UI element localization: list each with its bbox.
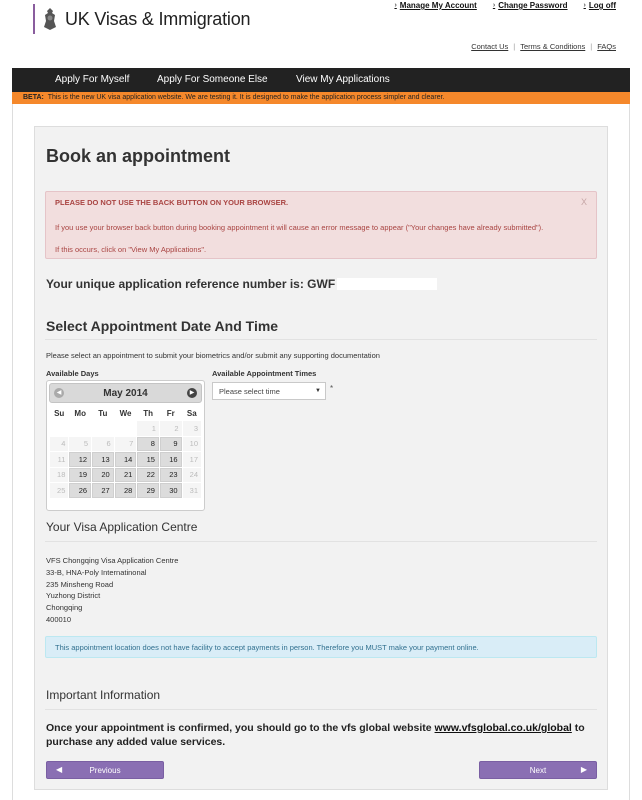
account-links xyxy=(378,1,616,10)
help-links xyxy=(471,42,616,51)
brand-name: UK Visas & Immigration xyxy=(65,8,251,29)
calendar-day-unavailable: 1 xyxy=(137,421,159,436)
contact-us-link[interactable]: Contact Us xyxy=(471,42,509,51)
change-password-link[interactable] xyxy=(493,1,568,10)
calendar-day-available[interactable]: 22 xyxy=(137,468,159,483)
weekday-header: We xyxy=(119,408,132,418)
calendar-day-available[interactable]: 28 xyxy=(115,483,137,498)
arrow-right-icon: › xyxy=(583,2,586,9)
reference-redacted xyxy=(337,278,437,290)
beta-banner xyxy=(12,92,630,104)
calendar-day-unavailable: 3 xyxy=(183,421,201,436)
calendar-day-available[interactable]: 19 xyxy=(69,468,91,483)
reference-label: Your unique application reference number is: GWF xyxy=(46,277,336,291)
important-text xyxy=(46,721,606,749)
calendar-day-available[interactable]: 23 xyxy=(160,468,182,483)
important-section-title: Important Information xyxy=(46,688,161,702)
log-off-link[interactable] xyxy=(584,1,616,10)
calendar-week xyxy=(50,483,201,498)
calendar-empty-cell xyxy=(50,421,68,436)
link-separator: | xyxy=(513,42,516,51)
logo-divider xyxy=(33,4,35,34)
required-marker: * xyxy=(330,384,334,393)
weekday-row xyxy=(50,406,201,420)
address-line: VFS Chongqing Visa Application Centre xyxy=(46,556,179,565)
weekday-header: Tu xyxy=(98,408,108,418)
calendar-day-unavailable: 11 xyxy=(50,452,68,467)
chevron-left-icon: ◀ xyxy=(56,765,63,774)
change-password-label: Change Password xyxy=(498,1,568,10)
calendar-empty-cell xyxy=(69,421,91,436)
calendar-day-available[interactable]: 9 xyxy=(160,437,182,452)
calendar-day-available[interactable]: 12 xyxy=(69,452,91,467)
section-divider xyxy=(45,339,597,340)
calendar-week xyxy=(50,452,201,467)
date-picker xyxy=(46,380,205,511)
centre-address xyxy=(46,555,178,626)
calendar-day-available[interactable]: 30 xyxy=(160,483,182,498)
calendar-day-unavailable: 4 xyxy=(50,437,68,452)
calendar-day-unavailable: 17 xyxy=(183,452,201,467)
next-button[interactable] xyxy=(479,761,597,779)
address-line: 400010 xyxy=(46,614,72,624)
caret-down-icon: ▼ xyxy=(315,388,321,394)
calendar-empty-cell xyxy=(115,421,137,436)
main-nav xyxy=(12,68,630,92)
chevron-right-icon[interactable]: ▶ xyxy=(187,388,197,398)
arrow-right-icon: › xyxy=(394,2,397,9)
appointment-description: Please select an appointment to submit your biometrics and/or submit any supporting documentation xyxy=(46,351,380,360)
appointment-time-select[interactable] xyxy=(212,382,326,400)
calendar-day-unavailable: 18 xyxy=(50,468,68,483)
warning-heading: PLEASE DO NOT USE THE BACK BUTTON ON YOUR BROWSER. xyxy=(55,198,289,207)
calendar-header xyxy=(49,383,202,403)
calendar-day-unavailable: 2 xyxy=(160,421,182,436)
calendar-empty-cell xyxy=(92,421,114,436)
weekday-header: Fr xyxy=(166,408,175,418)
calendar-day-available[interactable]: 16 xyxy=(160,452,182,467)
address-line: Yuzhong District xyxy=(46,591,101,601)
beta-tag: BETA: xyxy=(23,94,44,101)
faqs-link[interactable]: FAQs xyxy=(597,42,616,51)
calendar-week xyxy=(50,468,201,483)
log-off-label: Log off xyxy=(588,1,616,10)
calendar-day-available[interactable]: 21 xyxy=(115,468,137,483)
calendar-day-unavailable: 31 xyxy=(183,483,201,498)
chevron-left-icon[interactable]: ◀ xyxy=(54,388,64,398)
warning-text: If you use your browser back button during booking appointment it will cause an error message to appear ("Your changes have already submitted"). xyxy=(55,223,544,232)
arrow-right-icon: › xyxy=(492,2,496,9)
close-icon[interactable]: X xyxy=(580,197,587,207)
beta-text: This is the new UK visa application website. We are testing it. It is designed to make the application process simpler and clearer. xyxy=(47,94,445,101)
important-text-after: to purchase any added value services. xyxy=(46,722,585,748)
calendar-day-available[interactable]: 13 xyxy=(92,452,114,467)
section-divider xyxy=(45,709,597,710)
calendar-days xyxy=(50,421,201,498)
centre-section-title: Your Visa Application Centre xyxy=(46,520,198,534)
weekday-header: Mo xyxy=(74,408,86,418)
calendar-day-available[interactable]: 20 xyxy=(92,468,114,483)
brand-logo[interactable] xyxy=(33,4,250,34)
calendar-day-available[interactable]: 29 xyxy=(137,483,159,498)
calendar-day-unavailable: 10 xyxy=(183,437,201,452)
calendar-day-available[interactable]: 14 xyxy=(115,452,137,467)
weekday-header: Su xyxy=(54,408,65,418)
calendar-day-unavailable: 5 xyxy=(69,437,91,452)
previous-label: Previous xyxy=(89,766,121,775)
back-button-warning xyxy=(45,191,597,259)
calendar-week xyxy=(50,437,201,452)
manage-account-link[interactable] xyxy=(394,1,476,10)
next-label: Next xyxy=(529,766,547,775)
calendar-day-unavailable: 6 xyxy=(92,437,114,452)
site-header xyxy=(0,0,642,68)
calendar-day-unavailable: 7 xyxy=(115,437,137,452)
nav-apply-myself[interactable]: Apply For Myself xyxy=(55,74,130,85)
chevron-right-icon: ▶ xyxy=(580,765,587,774)
terms-link[interactable]: Terms & Conditions xyxy=(520,42,586,51)
previous-button[interactable] xyxy=(46,761,164,779)
section-divider xyxy=(45,541,597,542)
reference-number xyxy=(46,277,437,291)
calendar-day-unavailable: 24 xyxy=(183,468,201,483)
address-line: Chongqing xyxy=(46,603,83,613)
manage-account-label: Manage My Account xyxy=(399,1,477,10)
calendar-day-unavailable: 25 xyxy=(50,483,68,498)
calendar-day-available[interactable]: 15 xyxy=(137,452,159,467)
calendar-grid xyxy=(49,405,202,499)
available-times-label: Available Appointment Times xyxy=(212,369,317,378)
weekday-header: Th xyxy=(143,408,154,418)
available-days-label: Available Days xyxy=(46,369,99,378)
link-separator: | xyxy=(590,42,593,51)
nav-apply-someone-else[interactable]: Apply For Someone Else xyxy=(157,74,268,85)
calendar-day-available[interactable]: 8 xyxy=(137,437,159,452)
important-text-before: Once your appointment is confirmed, you should go to the vfs global website xyxy=(46,722,435,734)
warning-hint: If this occurs, click on "View My Applications". xyxy=(55,245,207,254)
address-line: 235 Minsheng Road xyxy=(46,579,114,589)
calendar-week xyxy=(50,421,201,436)
weekday-header: Sa xyxy=(186,408,197,418)
calendar-day-available[interactable]: 27 xyxy=(92,483,114,498)
payment-notice: This appointment location does not have facility to accept payments in person. Therefore you MUST make your payment online. xyxy=(45,636,597,658)
page-title: Book an appointment xyxy=(46,146,230,166)
appointment-section-title: Select Appointment Date And Time xyxy=(46,318,279,334)
calendar-day-available[interactable]: 26 xyxy=(69,483,91,498)
address-line: 33-B, HNA-Poly Internatinonal xyxy=(46,567,147,577)
royal-crest-icon xyxy=(41,7,59,31)
time-select-value: Please select time xyxy=(219,387,280,396)
calendar-month: May 2014 xyxy=(103,388,148,399)
vfs-global-link[interactable]: www.vfsglobal.co.uk/global xyxy=(434,722,572,734)
nav-view-applications[interactable]: View My Applications xyxy=(296,74,390,85)
